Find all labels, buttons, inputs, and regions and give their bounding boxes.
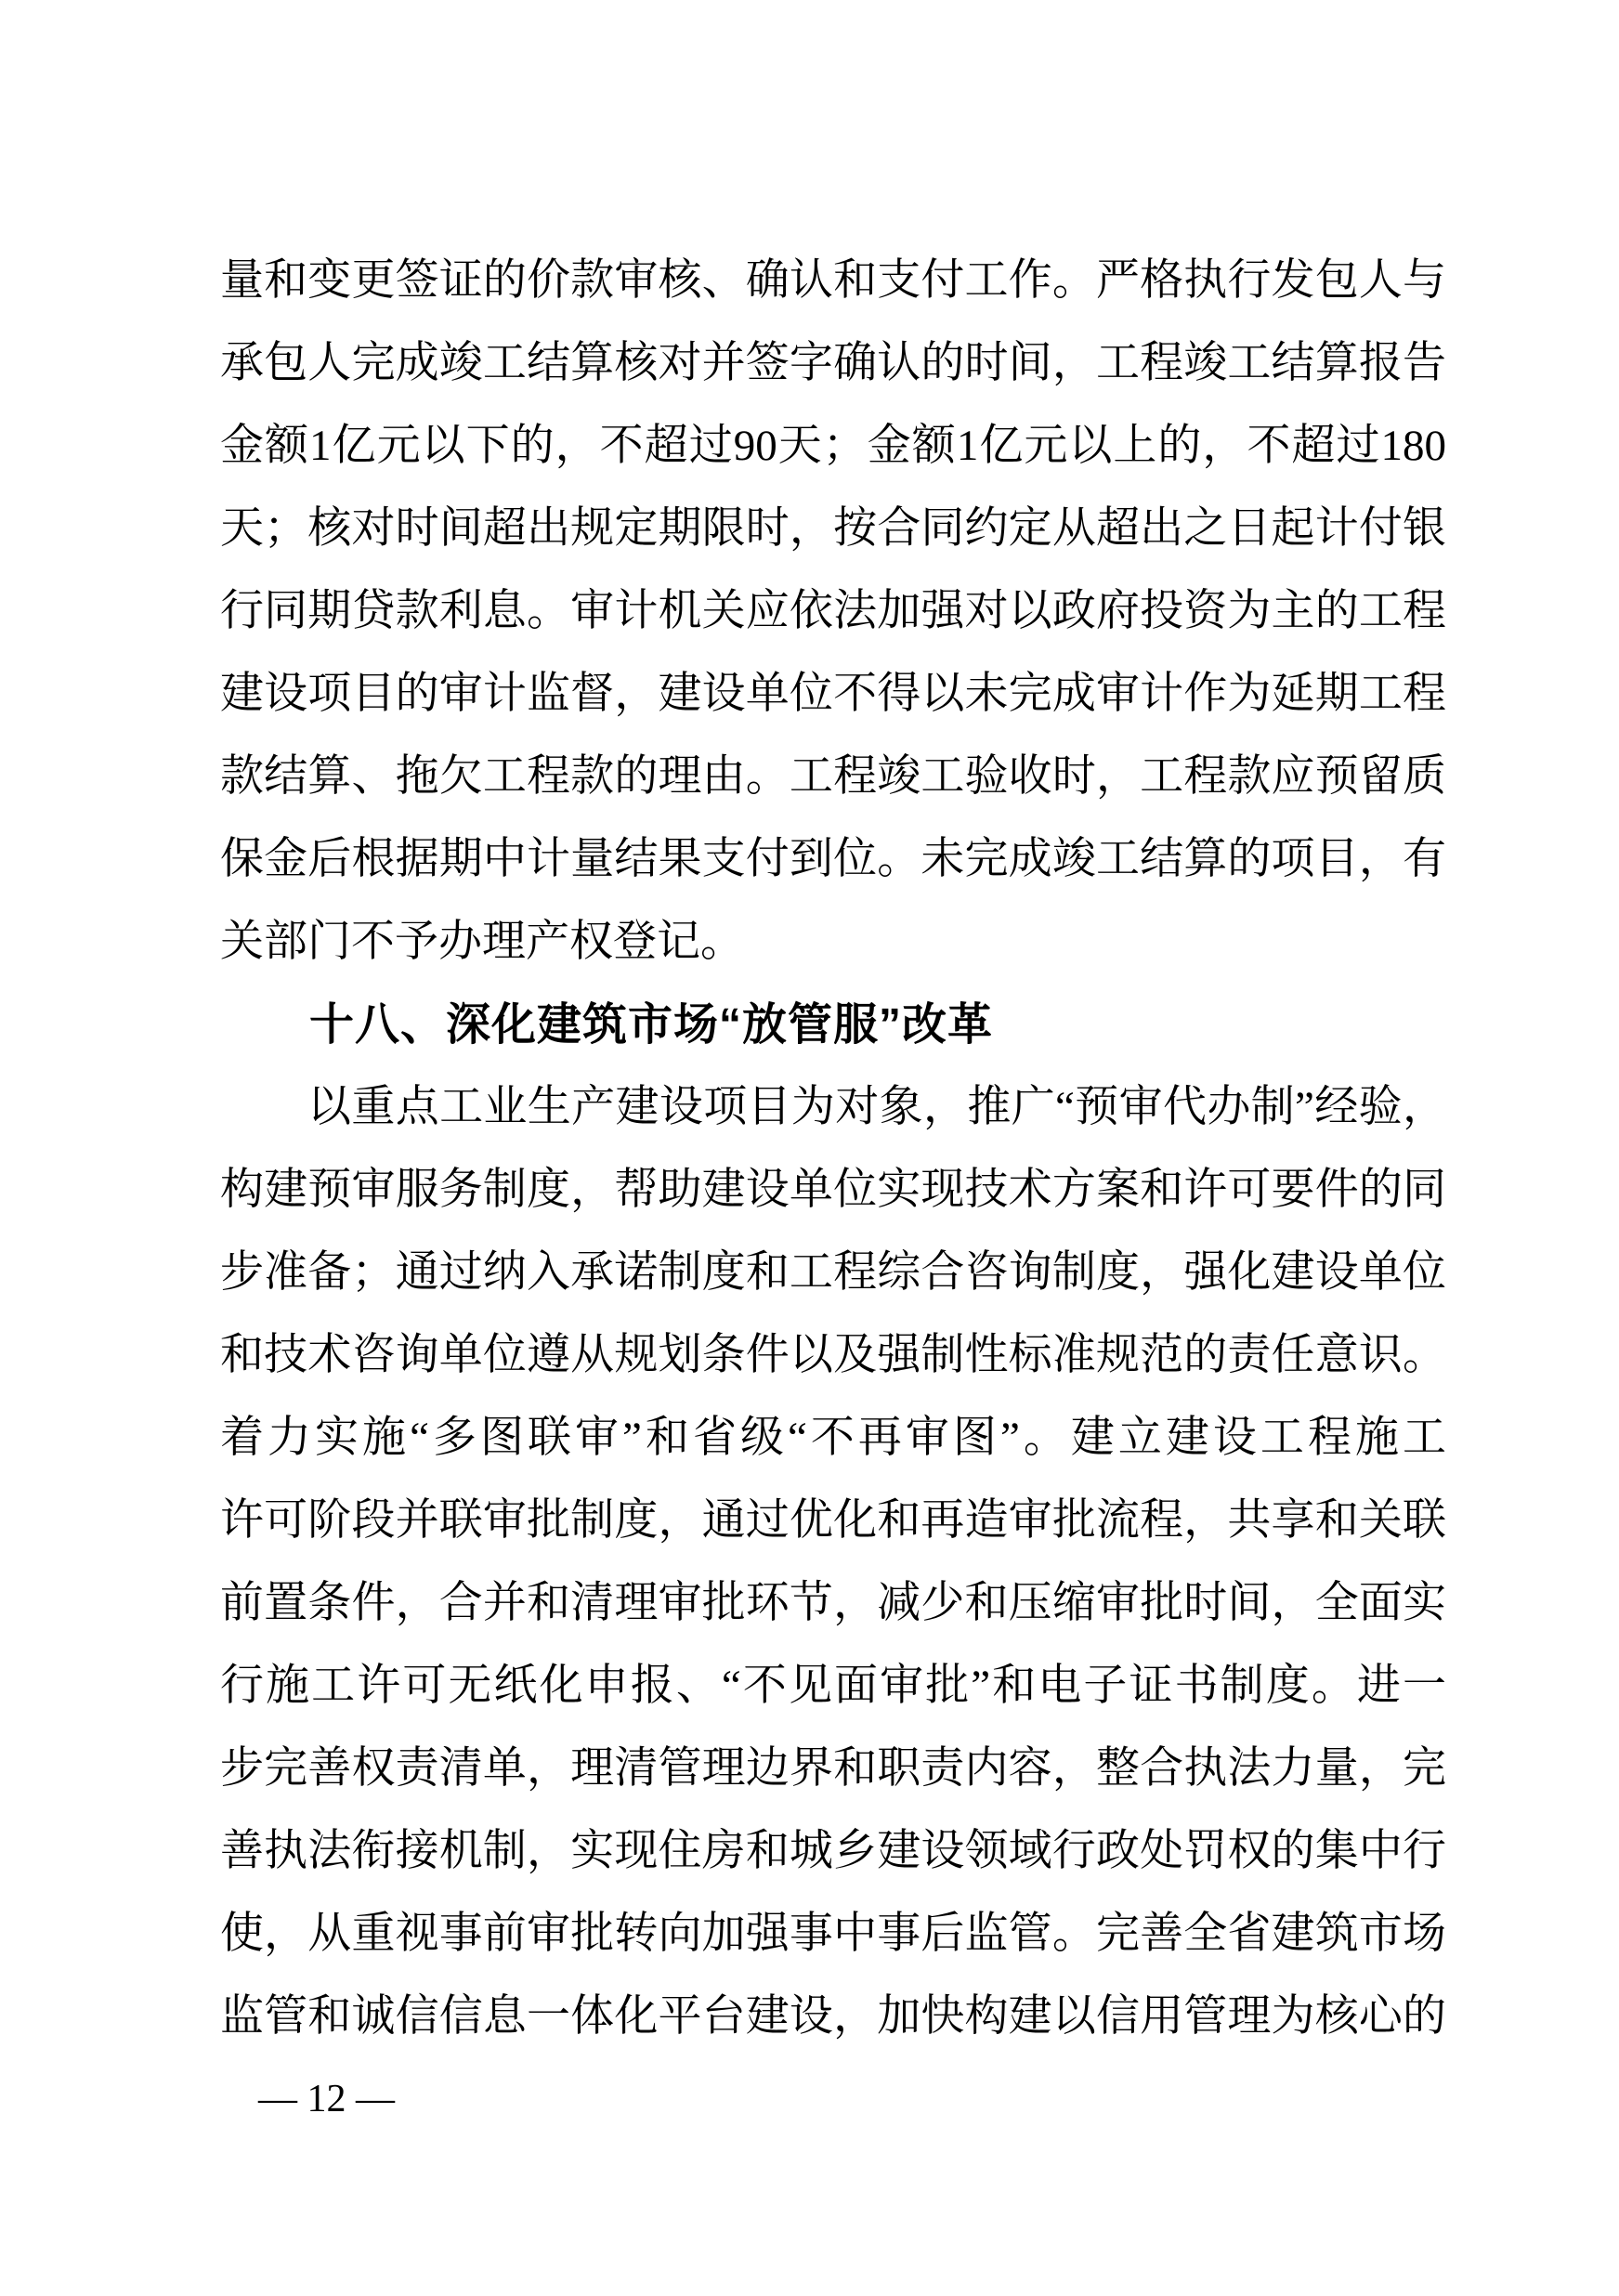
body-text-line: 使，从重视事前审批转向加强事中事后监管。完善全省建筑市场 [220,1910,1446,1958]
body-text-line: 和技术咨询单位遵从规划条件以及强制性标准规范的责任意识。 [220,1331,1446,1379]
body-text-line: 金额1亿元以下的，不超过90天；金额1亿元以上的，不超过180 [220,422,1446,470]
body-text-line: 天；核对时间超出规定期限时，按合同约定从超出之日起计付银 [220,504,1446,553]
body-text-line: 关部门不予办理产权登记。 [220,918,744,966]
body-text-line: 许可阶段并联审批制度，通过优化和再造审批流程，共享和关联 [220,1496,1446,1545]
body-text-line: 以重点工业生产建设项目为对象，推广“预审代办制”经验， [307,1083,1446,1131]
body-text-line: 步准备；通过纳入承诺制度和工程综合咨询制度，强化建设单位 [220,1248,1446,1297]
body-text-line: 承包人完成竣工结算核对并签字确认的时间，工程竣工结算报告 [220,339,1446,387]
body-text-line: 监管和诚信信息一体化平台建设，加快构建以信用管理为核心的 [220,1992,1446,2041]
section-heading: 十八、深化建筑市场“放管服”改革 [309,1000,994,1050]
body-text-line: 款结算、拖欠工程款的理由。工程竣工验收时，工程款应预留质 [220,752,1446,801]
body-text-line: 量和变更签证的价款审核、确认和支付工作。严格执行发包人与 [220,256,1446,305]
body-text-line: 构建预审服务制度，帮助建设单位实现技术方案和许可要件的同 [220,1166,1446,1214]
body-text-line: 步完善权责清单，理清管理边界和职责内容，整合执法力量，完 [220,1744,1446,1793]
text-block [220,240,1446,2058]
body-text-line: 行施工许可无纸化申报、“不见面审批”和电子证书制度。进一 [220,1662,1446,1710]
body-text-line: 善执法衔接机制，实现住房和城乡建设领域行政处罚权的集中行 [220,1827,1446,1875]
body-text-line: 行同期贷款利息。审计机关应依法加强对以政府投资为主的工程 [220,587,1446,635]
body-text-line: 着力实施“多图联审”和省级“不再审图”。建立建设工程施工 [220,1414,1446,1462]
body-text-line: 保金后根据期中计量结果支付到位。未完成竣工结算的项目，有 [220,835,1446,883]
page-number: — 12 — [258,2078,395,2120]
body-text-line: 建设项目的审计监督，建设单位不得以未完成审计作为延期工程 [220,670,1446,718]
body-text-line: 前置条件，合并和清理审批环节，减少和压缩审批时间，全面实 [220,1579,1446,1627]
